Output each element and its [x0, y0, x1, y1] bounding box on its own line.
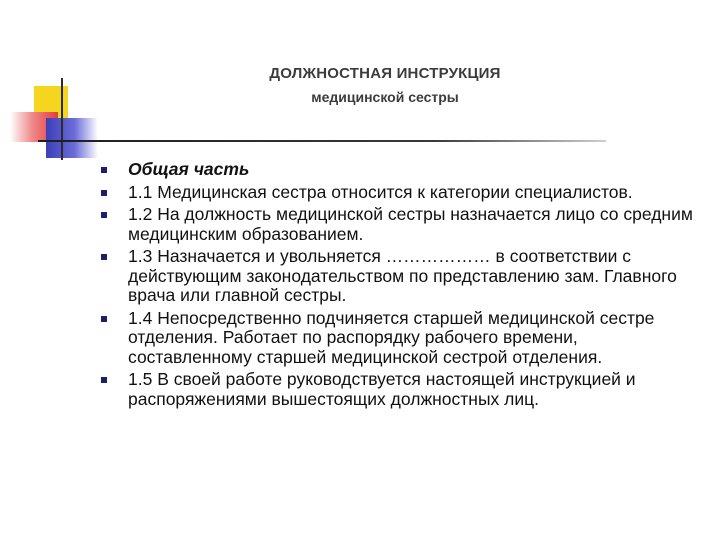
- section-heading: Общая часть: [128, 159, 250, 179]
- list-item-text: 1.2 На должность медицинской сестры назначается лицо со средним медицинским образованием.: [128, 204, 693, 244]
- vertical-rule: [61, 78, 63, 160]
- list-item: [100, 160, 700, 180]
- slide-title: [220, 65, 550, 105]
- square-bullet-icon: [101, 212, 107, 218]
- list-item-text: 1.4 Непосредственно подчиняется старшей медицинской сестре отделения. Работает по распорядку рабочего времени, составленному старшей медицинской сестрой отделения.: [128, 307, 655, 367]
- list-item-text: 1.3 Назначается и увольняется ……………… в соответствии с действующим законодательством по представлению зам. Главного врача или главной сестры.: [128, 246, 677, 305]
- list-item-text: 1.1 Медицинская сестра относится к категории специалистов.: [128, 181, 633, 202]
- square-bullet-icon: [101, 254, 107, 260]
- list-item: [100, 309, 700, 368]
- list-item: [100, 183, 700, 203]
- square-bullet-icon: [101, 190, 107, 196]
- bullet-list: [100, 160, 700, 412]
- square-bullet-icon: [101, 377, 107, 383]
- title-line-2: медицинской сестры: [311, 89, 459, 105]
- list-item: [100, 205, 700, 244]
- blue-square: [46, 118, 98, 158]
- square-bullet-icon: [101, 167, 107, 173]
- title-line-1: ДОЛЖНОСТНАЯ ИНСТРУКЦИЯ: [269, 65, 501, 82]
- title-divider: [38, 140, 606, 142]
- square-bullet-icon: [101, 316, 107, 322]
- list-item: [100, 370, 700, 409]
- list-item-text: 1.5 В своей работе руководствуется настоящей инструкцией и распоряжениями вышестоящих должностных лиц.: [128, 369, 636, 409]
- list-item: [100, 247, 700, 306]
- decorative-logo: [0, 0, 120, 170]
